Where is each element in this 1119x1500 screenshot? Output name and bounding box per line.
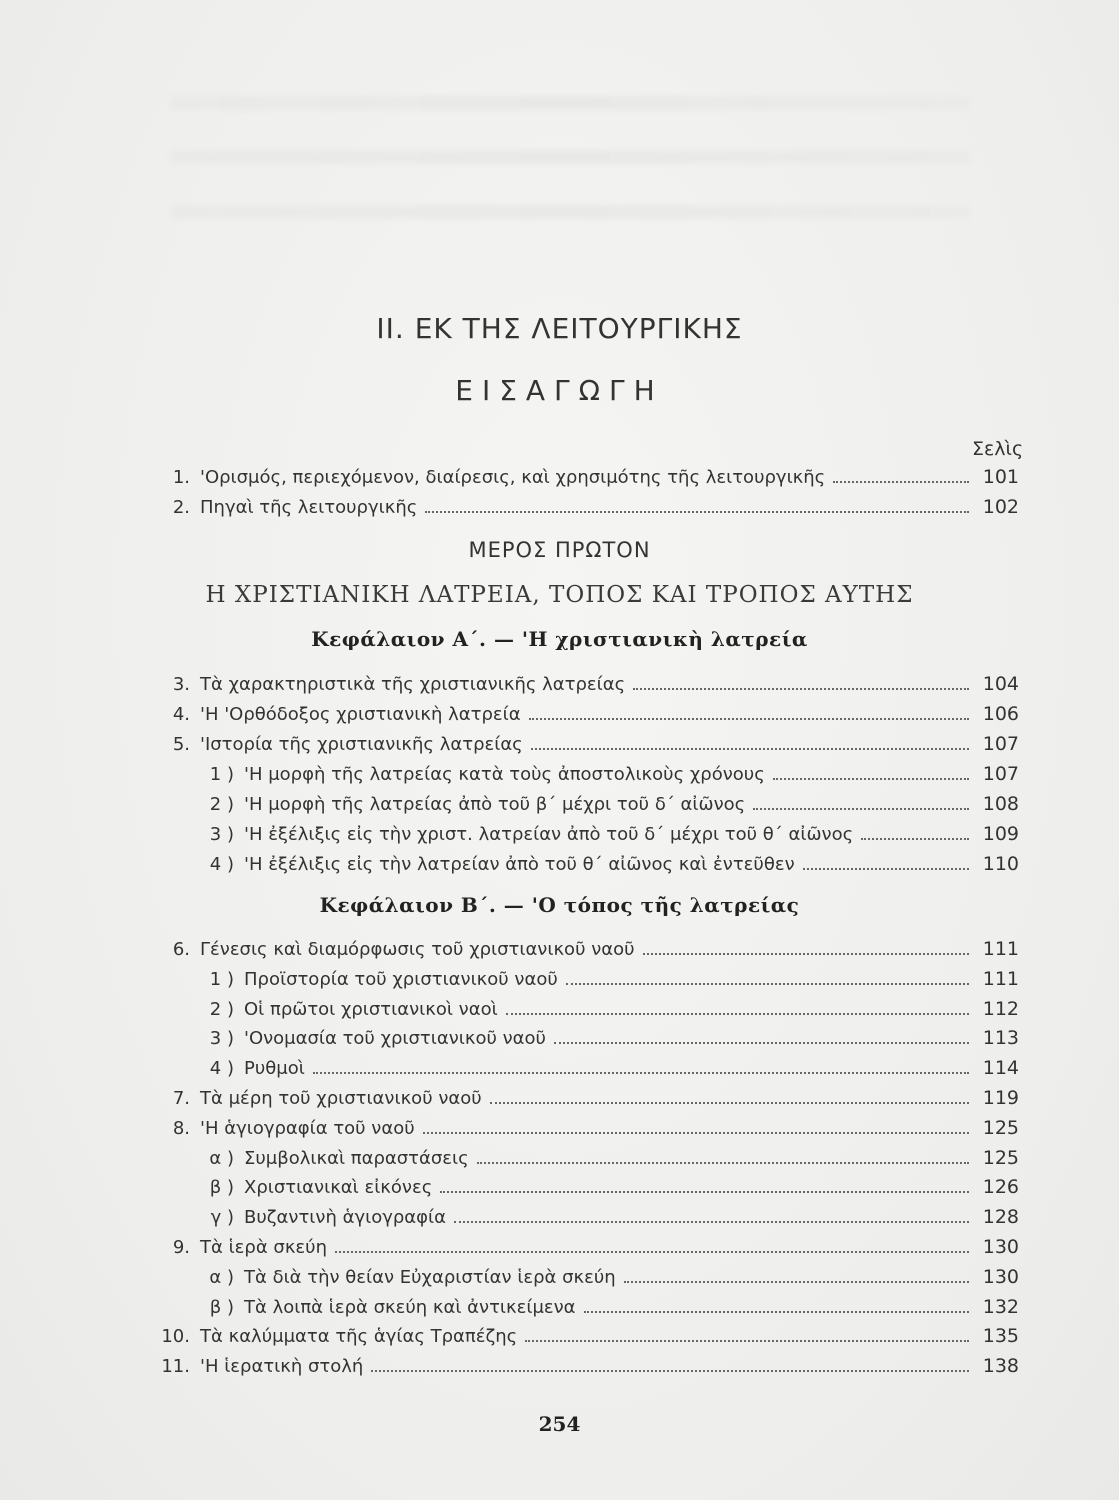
toc-entry-page: 111 <box>982 968 1019 990</box>
toc-entry-title: 'Ιστορία τῆς χριστιανικῆς λατρείας <box>200 734 523 755</box>
toc-entry-page: 113 <box>982 1027 1019 1049</box>
toc-entry-page: 138 <box>982 1355 1019 1377</box>
toc-entry-page: 110 <box>982 853 1019 875</box>
toc-entry-number: 10. <box>161 1326 190 1347</box>
dot-leader <box>335 1251 969 1253</box>
toc-entry <box>168 1117 1019 1147</box>
toc-entry <box>158 1355 1019 1385</box>
introduction-title: ΕΙΣΑΓΩΓΗ <box>455 374 664 407</box>
toc-entry-page: 128 <box>982 1206 1019 1228</box>
toc-entry-page: 125 <box>982 1147 1019 1169</box>
toc-entry-title: Προϊστορία τοῦ χριστιανικοῦ ναοῦ <box>244 969 558 990</box>
dot-leader <box>531 748 969 750</box>
toc-entry <box>168 496 1019 526</box>
toc-entry-number: 5. <box>172 734 190 755</box>
toc-entry <box>198 968 1019 998</box>
toc-entry-title: 'Η 'Ορθόδοξος χριστιανικὴ λατρεία <box>200 704 521 725</box>
dot-leader <box>566 983 969 985</box>
toc-entry-number: α ) <box>209 1148 234 1169</box>
toc-entry <box>198 1147 1019 1177</box>
dot-leader <box>425 511 969 513</box>
toc-entry-title: Τὰ λοιπὰ ἱερὰ σκεύη καὶ ἀντικείμενα <box>244 1297 576 1318</box>
toc-entry-title: 'Ονομασία τοῦ χριστιανικοῦ ναοῦ <box>244 1028 546 1049</box>
dot-leader <box>584 1311 969 1313</box>
toc-entry-title: Γένεσις καὶ διαμόρφωσις τοῦ χριστιανικοῦ ναοῦ <box>200 939 635 960</box>
toc-entry <box>168 938 1019 968</box>
chapter-b-title: Κεφάλαιον Β΄. — 'Ο τόπος τῆς λατρείας <box>319 893 800 917</box>
toc-entry <box>168 466 1019 496</box>
toc-entry-title: 'Η ἐξέλιξις εἰς τὴν χριστ. λατρείαν ἀπὸ τοῦ δ΄ μέχρι τοῦ θ΄ αἰῶνος <box>244 824 854 845</box>
toc-entry-page: 101 <box>982 466 1019 488</box>
dot-leader <box>454 1221 969 1223</box>
dot-leader <box>753 808 969 810</box>
toc-entry-page: 135 <box>982 1325 1019 1347</box>
toc-entry <box>168 1236 1019 1266</box>
toc-entry-number: 11. <box>161 1356 190 1377</box>
dot-leader <box>624 1281 969 1283</box>
toc-entry <box>198 763 1019 793</box>
toc-entry-page: 119 <box>982 1087 1019 1109</box>
toc-entry-page: 111 <box>982 938 1019 960</box>
toc-entry-title: Πηγαὶ τῆς λειτουργικῆς <box>200 497 418 518</box>
toc-entry-page: 107 <box>982 763 1019 785</box>
toc-entry-page: 130 <box>982 1266 1019 1288</box>
toc-entry-number: γ ) <box>210 1207 234 1228</box>
toc-entry <box>158 1325 1019 1355</box>
toc-entry <box>198 823 1019 853</box>
section-title: ΙΙ. ΕΚ ΤΗΣ ΛΕΙΤΟΥΡΓΙΚΗΣ <box>376 312 743 345</box>
toc-entry-title: Συμβολικαὶ παραστάσεις <box>244 1148 469 1169</box>
toc-entry-title: Τὰ μέρη τοῦ χριστιανικοῦ ναοῦ <box>200 1088 482 1109</box>
toc-entry-number: β ) <box>209 1177 234 1198</box>
toc-entry-title: Χριστιανικαὶ εἰκόνες <box>244 1177 433 1198</box>
toc-entry-page: 126 <box>982 1176 1019 1198</box>
toc-entry-page: 112 <box>982 998 1019 1020</box>
dot-leader <box>371 1370 969 1372</box>
toc-entry-number: α ) <box>209 1267 234 1288</box>
toc-entry-number: 8. <box>172 1118 190 1139</box>
toc-entry-number: 2. <box>172 497 190 518</box>
toc-entry-number: 2 ) <box>209 999 234 1020</box>
toc-entry-title: Τὰ διὰ τὴν θείαν Εὐχαριστίαν ἱερὰ σκεύη <box>244 1267 616 1288</box>
toc-entry-number: β ) <box>209 1297 234 1318</box>
toc-entry <box>198 1296 1019 1326</box>
toc-entry-number: 3 ) <box>209 1028 234 1049</box>
toc-entry-title: 'Η μορφὴ τῆς λατρείας ἀπὸ τοῦ β΄ μέχρι τοῦ δ΄ αἰῶνος <box>244 794 746 815</box>
toc-entry-title: 'Ορισμός, περιεχόμενον, διαίρεσις, καὶ χρησιμότης τῆς λειτουργικῆς <box>200 467 826 488</box>
toc-entry <box>198 1206 1019 1236</box>
toc-entry-number: 1 ) <box>209 764 234 785</box>
toc-entry <box>198 1176 1019 1206</box>
toc-entry-page: 107 <box>982 733 1019 755</box>
dot-leader <box>773 778 969 780</box>
dot-leader <box>833 481 969 483</box>
dot-leader <box>525 1340 969 1342</box>
dot-leader <box>554 1042 969 1044</box>
toc-entry-page: 106 <box>982 703 1019 725</box>
toc-entry <box>198 998 1019 1028</box>
toc-entry <box>198 853 1019 883</box>
dot-leader <box>313 1072 969 1074</box>
toc-entry <box>168 1087 1019 1117</box>
toc-entry-page: 104 <box>982 673 1019 695</box>
toc-entry-number: 3. <box>172 674 190 695</box>
toc-entry-title: 'Η μορφὴ τῆς λατρείας κατὰ τοὺς ἀποστολικοὺς χρόνους <box>244 764 765 785</box>
dot-leader <box>423 1132 969 1134</box>
dot-leader <box>440 1191 969 1193</box>
toc-entry-title: 'Η ἱερατικὴ στολή <box>200 1356 364 1377</box>
toc-entry-title: Τὰ ἱερὰ σκεύη <box>200 1237 327 1258</box>
dot-leader <box>633 688 969 690</box>
part-subtitle: Η ΧΡΙΣΤΙΑΝΙΚΗ ΛΑΤΡΕΙΑ, ΤΟΠΟΣ ΚΑΙ ΤΡΟΠΟΣ ΑΥΤΗΣ <box>205 582 914 608</box>
toc-entry-page: 102 <box>982 496 1019 518</box>
dot-leader <box>643 953 969 955</box>
dot-leader <box>529 718 969 720</box>
toc-entry-number: 4. <box>172 704 190 725</box>
toc-entry-number: 4 ) <box>209 854 234 875</box>
toc-entry-title: 'Η ἐξέλιξις εἰς τὴν λατρείαν ἀπὸ τοῦ θ΄ αἰῶνος καὶ ἐντεῦθεν <box>244 854 795 875</box>
page-column-label: Σελὶς <box>972 438 1024 460</box>
toc-entry-number: 3 ) <box>209 824 234 845</box>
toc-entry-title: Ρυθμοὶ <box>244 1058 305 1079</box>
toc-entry-page: 130 <box>982 1236 1019 1258</box>
toc-entry-page: 132 <box>982 1296 1019 1318</box>
toc-entry-title: 'Η ἁγιογραφία τοῦ ναοῦ <box>200 1118 415 1139</box>
page-number: 254 <box>538 1412 581 1436</box>
toc-entry <box>168 703 1019 733</box>
toc-entry-title: Οἱ πρῶτοι χριστιανικοὶ ναοὶ <box>244 999 498 1020</box>
toc-entry <box>168 733 1019 763</box>
toc-entry <box>168 673 1019 703</box>
toc-entry-page: 114 <box>982 1057 1019 1079</box>
toc-entry-page: 109 <box>982 823 1019 845</box>
toc-entry-number: 7. <box>172 1088 190 1109</box>
toc-entry-number: 1 ) <box>209 969 234 990</box>
toc-entry-number: 4 ) <box>209 1058 234 1079</box>
toc-entry <box>198 1057 1019 1087</box>
toc-entry <box>198 1266 1019 1296</box>
toc-entry-title: Τὰ καλύμματα τῆς ἁγίας Τραπέζης <box>200 1326 518 1347</box>
toc-entry-number: 1. <box>172 467 190 488</box>
dot-leader <box>803 868 969 870</box>
toc-entry-page: 125 <box>982 1117 1019 1139</box>
chapter-a-title: Κεφάλαιον Α΄. — 'Η χριστιανικὴ λατρεία <box>311 627 808 651</box>
toc-entry-title: Τὰ χαρακτηριστικὰ τῆς χριστιανικῆς λατρείας <box>200 674 626 695</box>
toc-entry <box>198 1027 1019 1057</box>
dot-leader <box>506 1013 969 1015</box>
toc-entry-number: 9. <box>172 1237 190 1258</box>
toc-entry-number: 2 ) <box>209 794 234 815</box>
dot-leader <box>477 1162 969 1164</box>
dot-leader <box>861 838 969 840</box>
part-title: ΜΕΡΟΣ ΠΡΩΤΟΝ <box>468 538 651 562</box>
toc-entry-page: 108 <box>982 793 1019 815</box>
toc-entry-number: 6. <box>172 939 190 960</box>
toc-entry-title: Βυζαντινὴ ἁγιογραφία <box>244 1207 446 1228</box>
dot-leader <box>490 1102 969 1104</box>
toc-entry <box>198 793 1019 823</box>
